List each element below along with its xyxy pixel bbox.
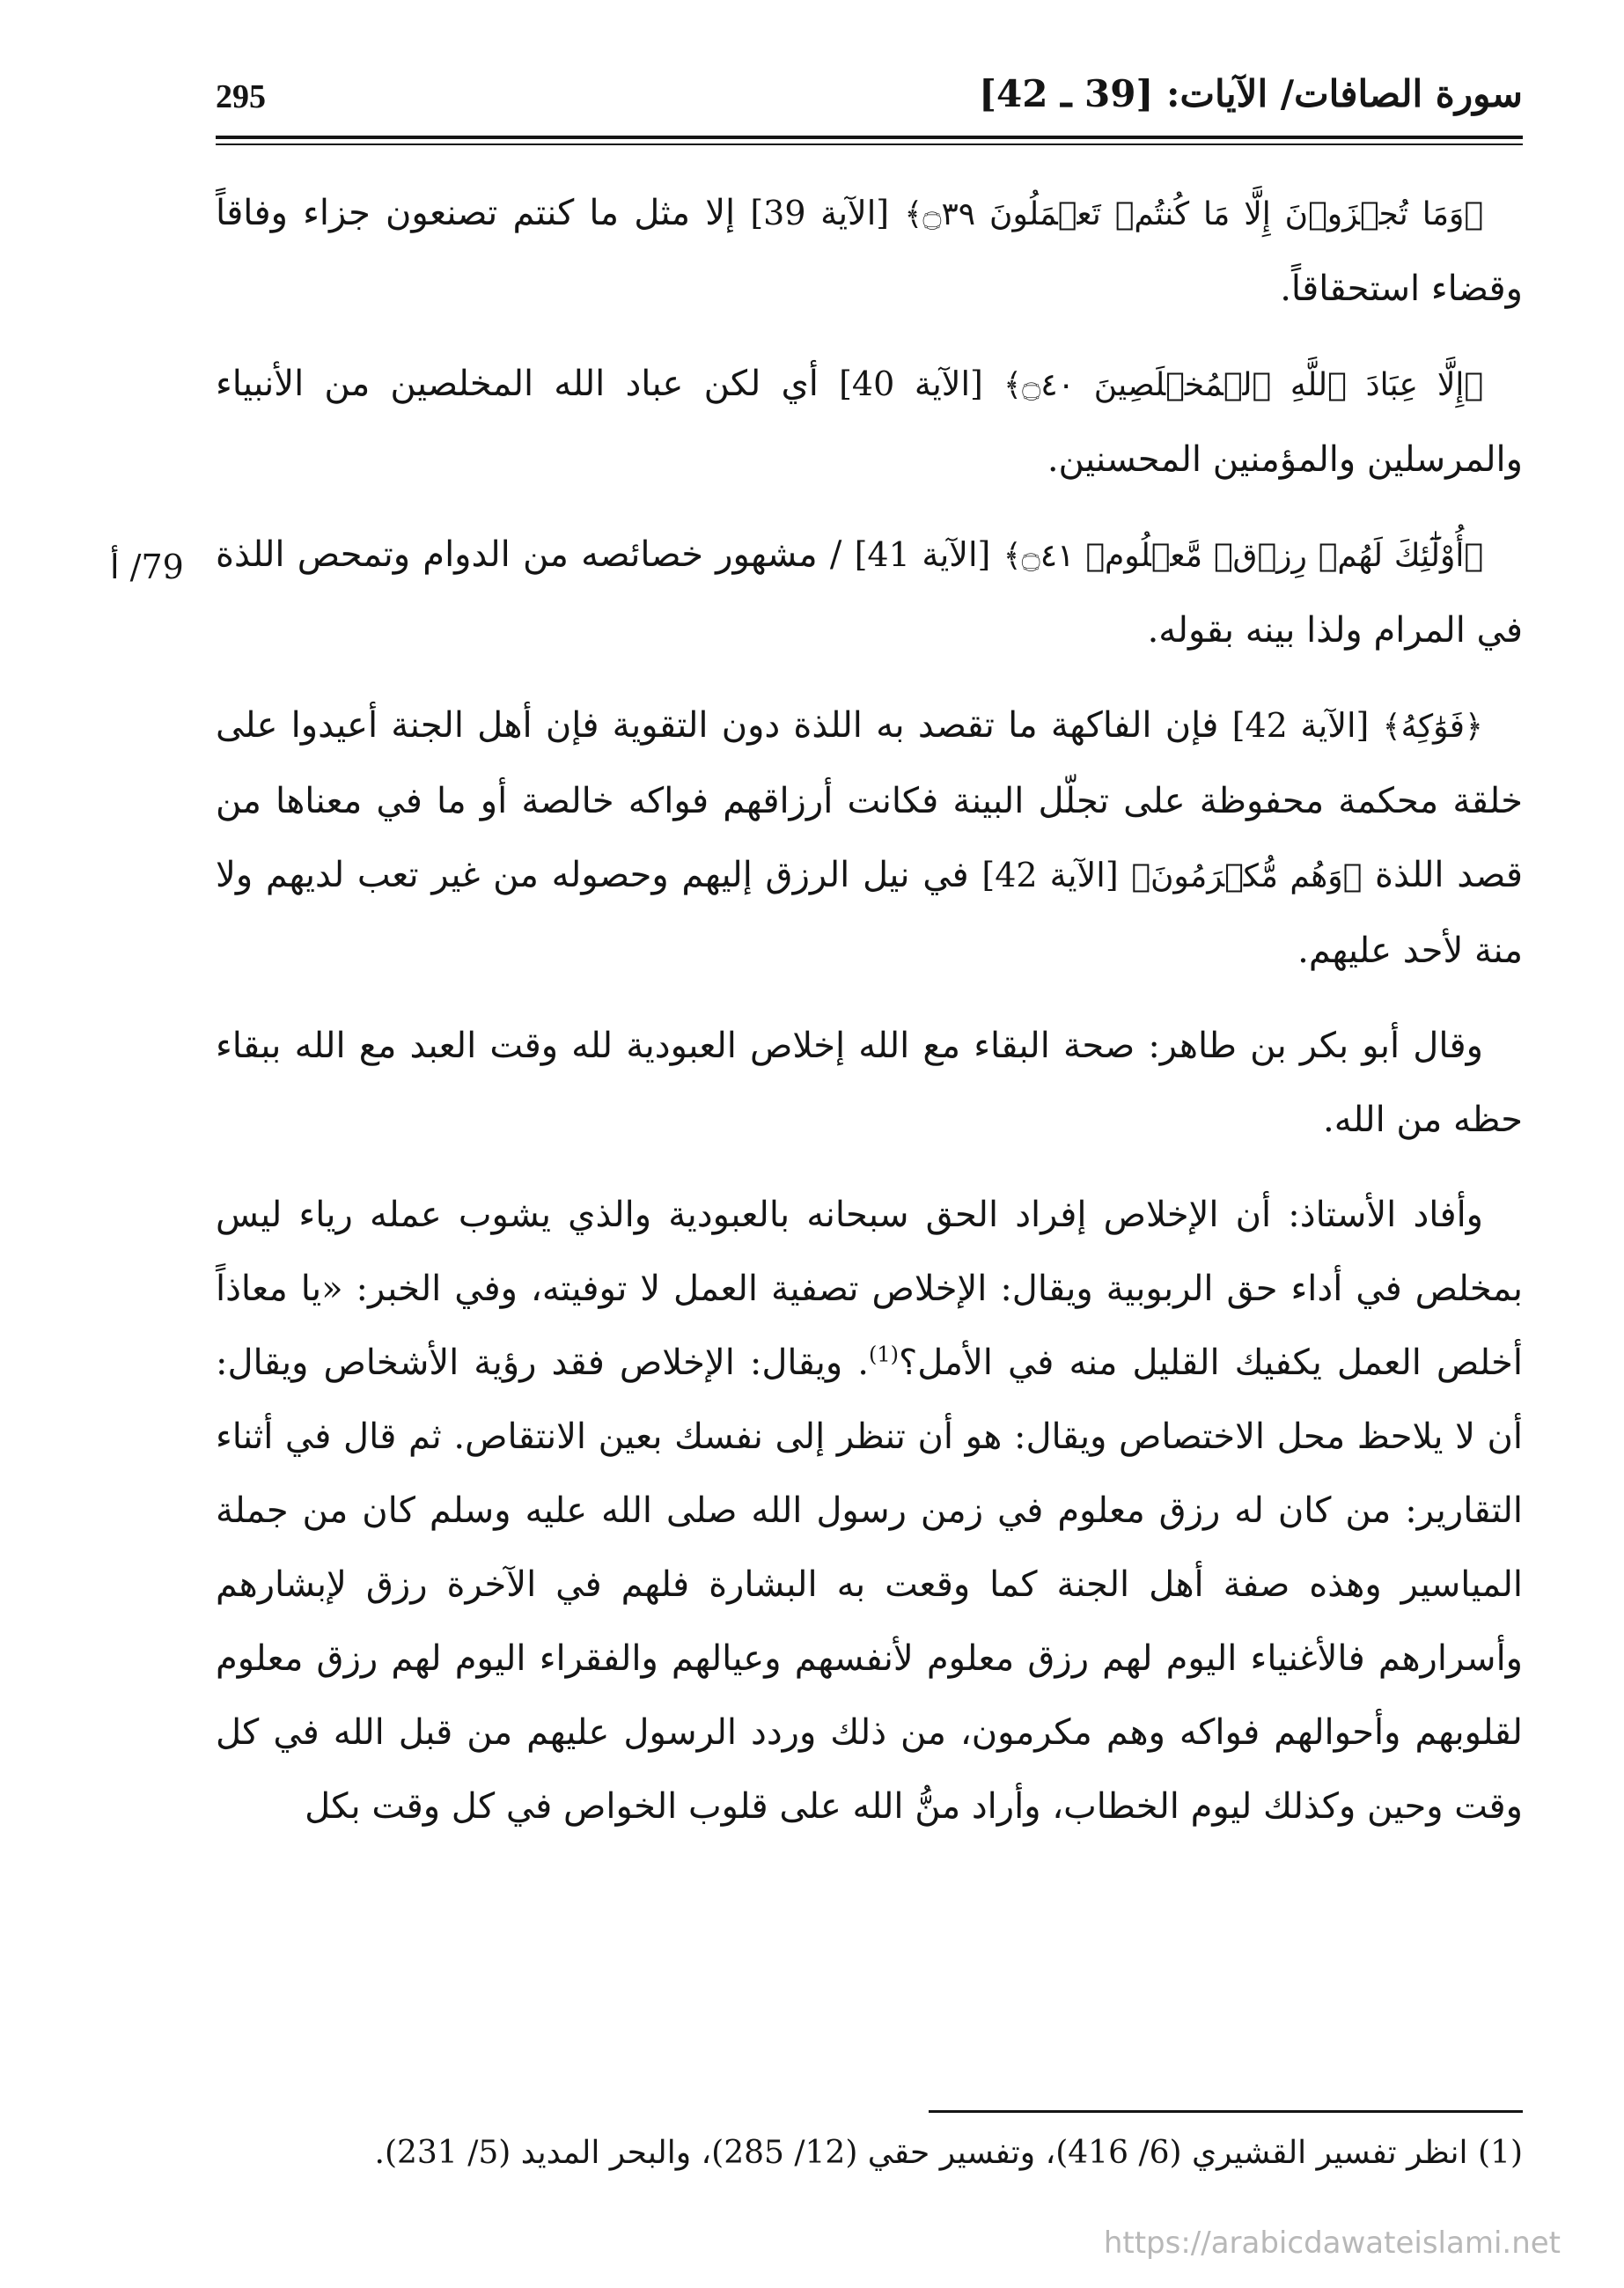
- header-rule-thick: [216, 136, 1523, 139]
- paragraph-abu-bakr: [216, 1009, 1523, 1157]
- header-rule-thin: [216, 143, 1523, 145]
- main-text: [216, 176, 1523, 1865]
- commentary-text: إلا مثل ما كنتم تصنعون جزاء وفاقاً وقضاء استحقاقاً.: [216, 193, 1523, 309]
- commentary-text: فإن الفاكهة ما تقصد به اللذة دون التقوية فإن أهل الجنة أعيدوا على خلقة محكمة محفوظة على تجلّل البينة فكانت أرزاقهم فواكه خالصة أو ما في معناها من قصد اللذة: [216, 705, 1524, 895]
- quran-verse-secondary: ﴿وَهُم مُّكۡرَمُونَ﴾: [1131, 858, 1363, 894]
- quran-verse: ﴿وَمَا تُجۡزَوۡنَ إِلَّا مَا كُنتُمۡ تَعۡمَلُونَ ۝٣٩﴾: [904, 196, 1483, 232]
- running-title: سورة الصافات/ الآيات: [39 ـ 42]: [979, 72, 1523, 115]
- footnote: (1) انظر تفسير القشيري (6/ 416)، وتفسير حقي (12/ 285)، والبحر المديد (5/ 231).: [374, 2135, 1523, 2171]
- page-number: 295: [216, 78, 266, 115]
- verse-reference: [الآية 39]: [750, 194, 890, 232]
- paragraph-verse-42: [216, 688, 1523, 988]
- paragraph-verse-41: [216, 518, 1523, 667]
- manuscript-folio-note: 79/ أ: [110, 548, 184, 586]
- footnote-separator: [929, 2110, 1523, 2113]
- quran-verse: ﴿إِلَّا عِبَادَ ٱللَّهِ ٱلۡمُخۡلَصِينَ ۝٤٠﴾: [1003, 367, 1484, 403]
- verse-reference: [الآية 41]: [854, 535, 991, 574]
- commentary-text: وقال أبو بكر بن طاهر: صحة البقاء مع الله إخلاص العبودية لله وقت العبد مع الله ببقاء حظه من الله.: [216, 1026, 1523, 1140]
- commentary-text: / مشهور خصائصه من الدوام وتمحص اللذة في المرام ولذا بينه بقوله.: [216, 534, 1523, 651]
- quran-verse: ﴿أُوْلَٰٓئِكَ لَهُمۡ رِزۡقٞ مَّعۡلُومٞ ۝٤١﴾: [1003, 538, 1484, 574]
- verse-reference-secondary: [الآية 42]: [981, 856, 1119, 894]
- commentary-text: أي لكن عباد الله المخلصين من الأنبياء والمرسلين والمؤمنين المحسنين.: [216, 364, 1523, 480]
- commentary-text: وأفاد الأستاذ: أن الإخلاص إفراد الحق سبحانه بالعبودية والذي يشوب عمله رياء ليس بمخلص في أداء حق الربوبية ويقال: الإخلاص تصفية العمل لا توفيته، وفي الخبر: «يا معاذاً أخلص العمل يكفيك القليل منه في الأمل؟: [216, 1195, 1523, 1383]
- paragraph-ustadh: [216, 1178, 1523, 1843]
- page-header: [216, 72, 1523, 134]
- footnote-reference[interactable]: (1): [869, 1342, 900, 1367]
- paragraph-verse-40: [216, 347, 1523, 497]
- verse-reference: [الآية 40]: [839, 364, 983, 403]
- commentary-text-continued: . ويقال: الإخلاص فقد رؤية الأشخاص ويقال: أن لا يلاحظ محل الاختصاص ويقال: هو أن تنظر إلى نفسك بعين الانتقاص. ثم قال في أثناء التقارير: من كان له رزق معلوم في زمن رسول الله صلى الله عليه وسلم كان من جملة المياسير وهذه صفة أهل الجنة كما وقعت به البشارة فلهم في الآخرة رزق لإبشارهم وأسرارهم فالأغنياء اليوم لهم رزق معلوم لأنفسهم وعيالهم والفقراء اليوم لهم رزق معلوم لقلوبهم وأحوالهم فواكه وهم مكرمون، من ذلك وردد الرسول عليهم من قبل الله في كل وقت وحين وكذلك ليوم الخطاب، وأراد منُّ الله على قلوب الخواص في كل وقت بكل: [216, 1343, 1523, 1827]
- verse-reference: [الآية 42]: [1231, 706, 1370, 745]
- commentary-text-continued: في نيل الرزق إليهم وحصوله من غير تعب لديهم ولا منة لأحد عليهم.: [216, 855, 1523, 971]
- source-watermark: https://arabicdawateislami.net: [1103, 2225, 1561, 2261]
- paragraph-verse-39: [216, 176, 1523, 326]
- quran-verse: ﴿فَوَٰكِهُ﴾: [1382, 709, 1484, 745]
